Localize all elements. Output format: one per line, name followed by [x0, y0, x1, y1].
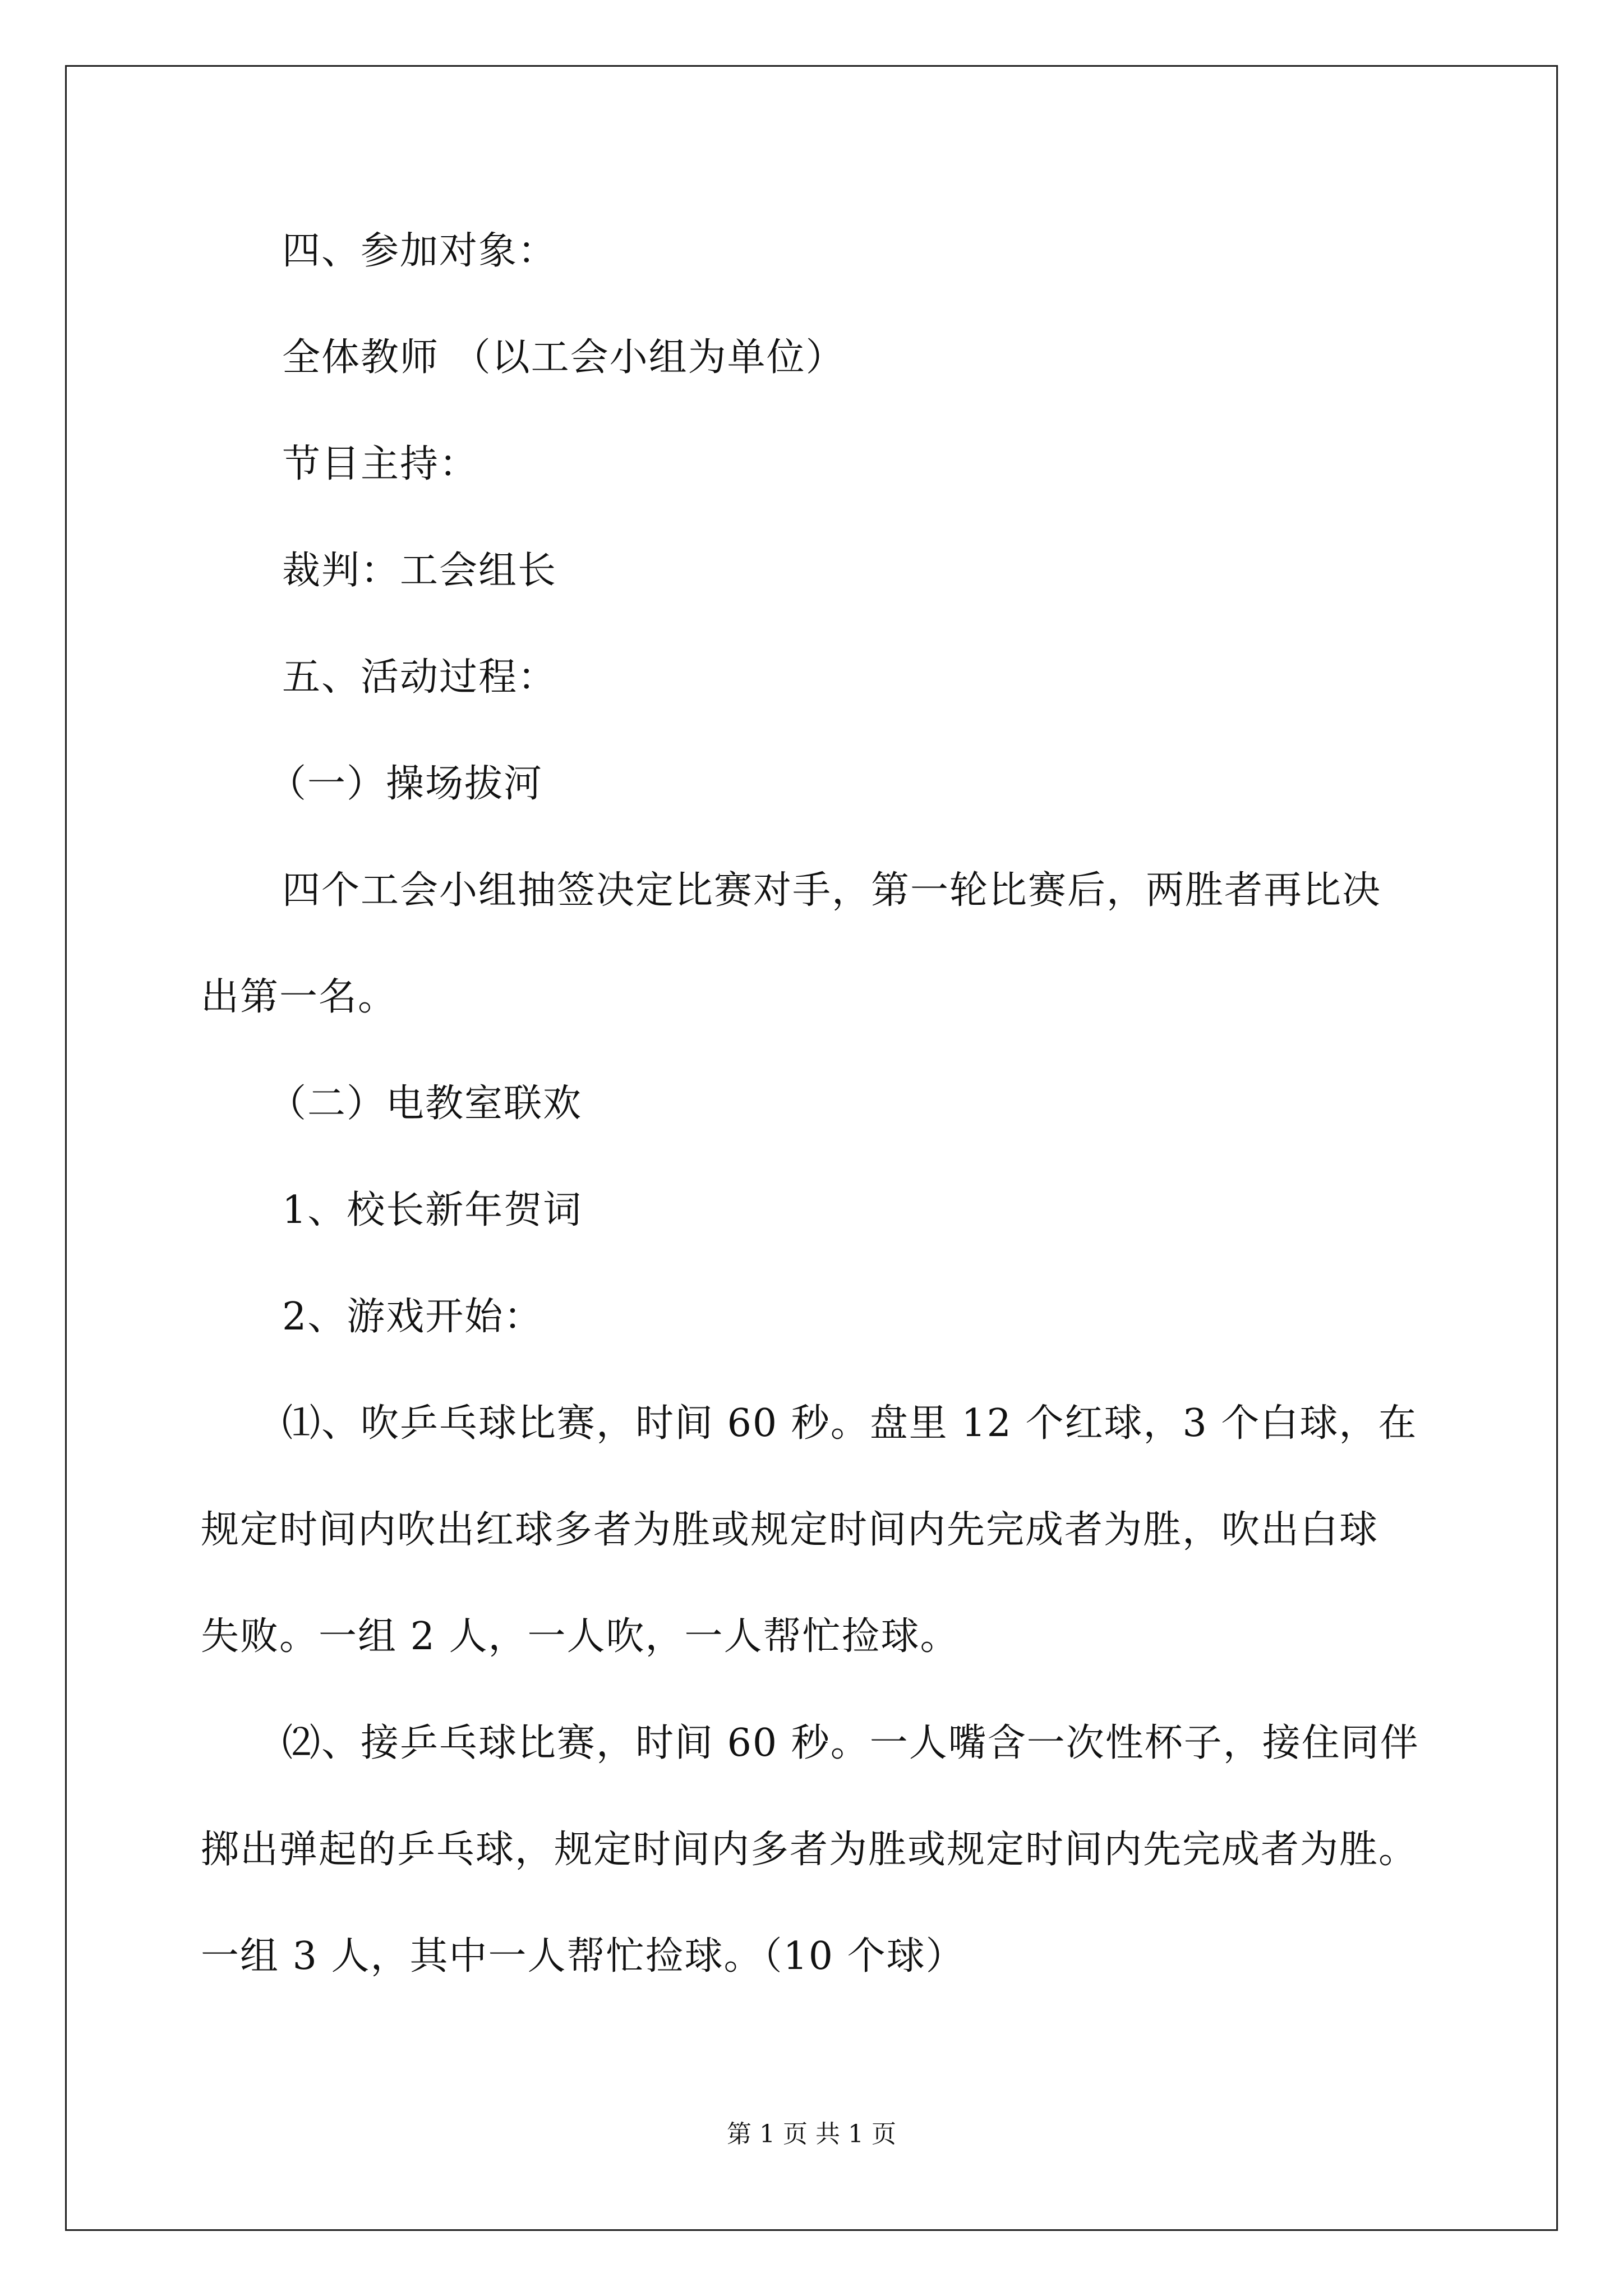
host-line: 节目主持： [282, 442, 479, 486]
section-four-heading: 四、参加对象： [282, 229, 557, 273]
item-games-start: 2、游戏开始： [282, 1295, 543, 1339]
subsection-party: （二）电教室联欢 [268, 1082, 583, 1126]
item-principal-speech: 1、校长新年贺词 [282, 1188, 583, 1232]
game-one-line-1: ⑴、吹乒乓球比赛，时间 60 秒。盘里 12 个红球，3 个白球，在 [282, 1401, 1418, 1446]
game-two-line-3: 一组 3 人，其中一人帮忙捡球。（10 个球） [201, 1934, 965, 1978]
game-two-line-1: ⑵、接乒乓球比赛，时间 60 秒。一人嘴含一次性杯子，接住同伴 [282, 1721, 1419, 1765]
referee-line: 裁判：工会组长 [282, 549, 557, 593]
game-one-line-3: 失败。一组 2 人，一人吹，一人帮忙捡球。 [201, 1614, 960, 1659]
page-footer: 第 1 页 共 1 页 [727, 2120, 896, 2148]
game-two-line-2: 掷出弹起的乒乓球，规定时间内多者为胜或规定时间内先完成者为胜。 [201, 1828, 1418, 1872]
section-five-heading: 五、活动过程： [282, 655, 557, 700]
page-border [65, 65, 1558, 2231]
participants-line: 全体教师 （以工会小组为单位） [282, 335, 845, 380]
subsection-tug-of-war: （一）操场拔河 [268, 762, 543, 806]
tug-of-war-paragraph-line-2: 出第一名。 [201, 975, 398, 1019]
game-one-line-2: 规定时间内吹出红球多者为胜或规定时间内先完成者为胜，吹出白球 [201, 1508, 1379, 1552]
tug-of-war-paragraph-line-1: 四个工会小组抽签决定比赛对手，第一轮比赛后，两胜者再比决 [282, 868, 1382, 913]
